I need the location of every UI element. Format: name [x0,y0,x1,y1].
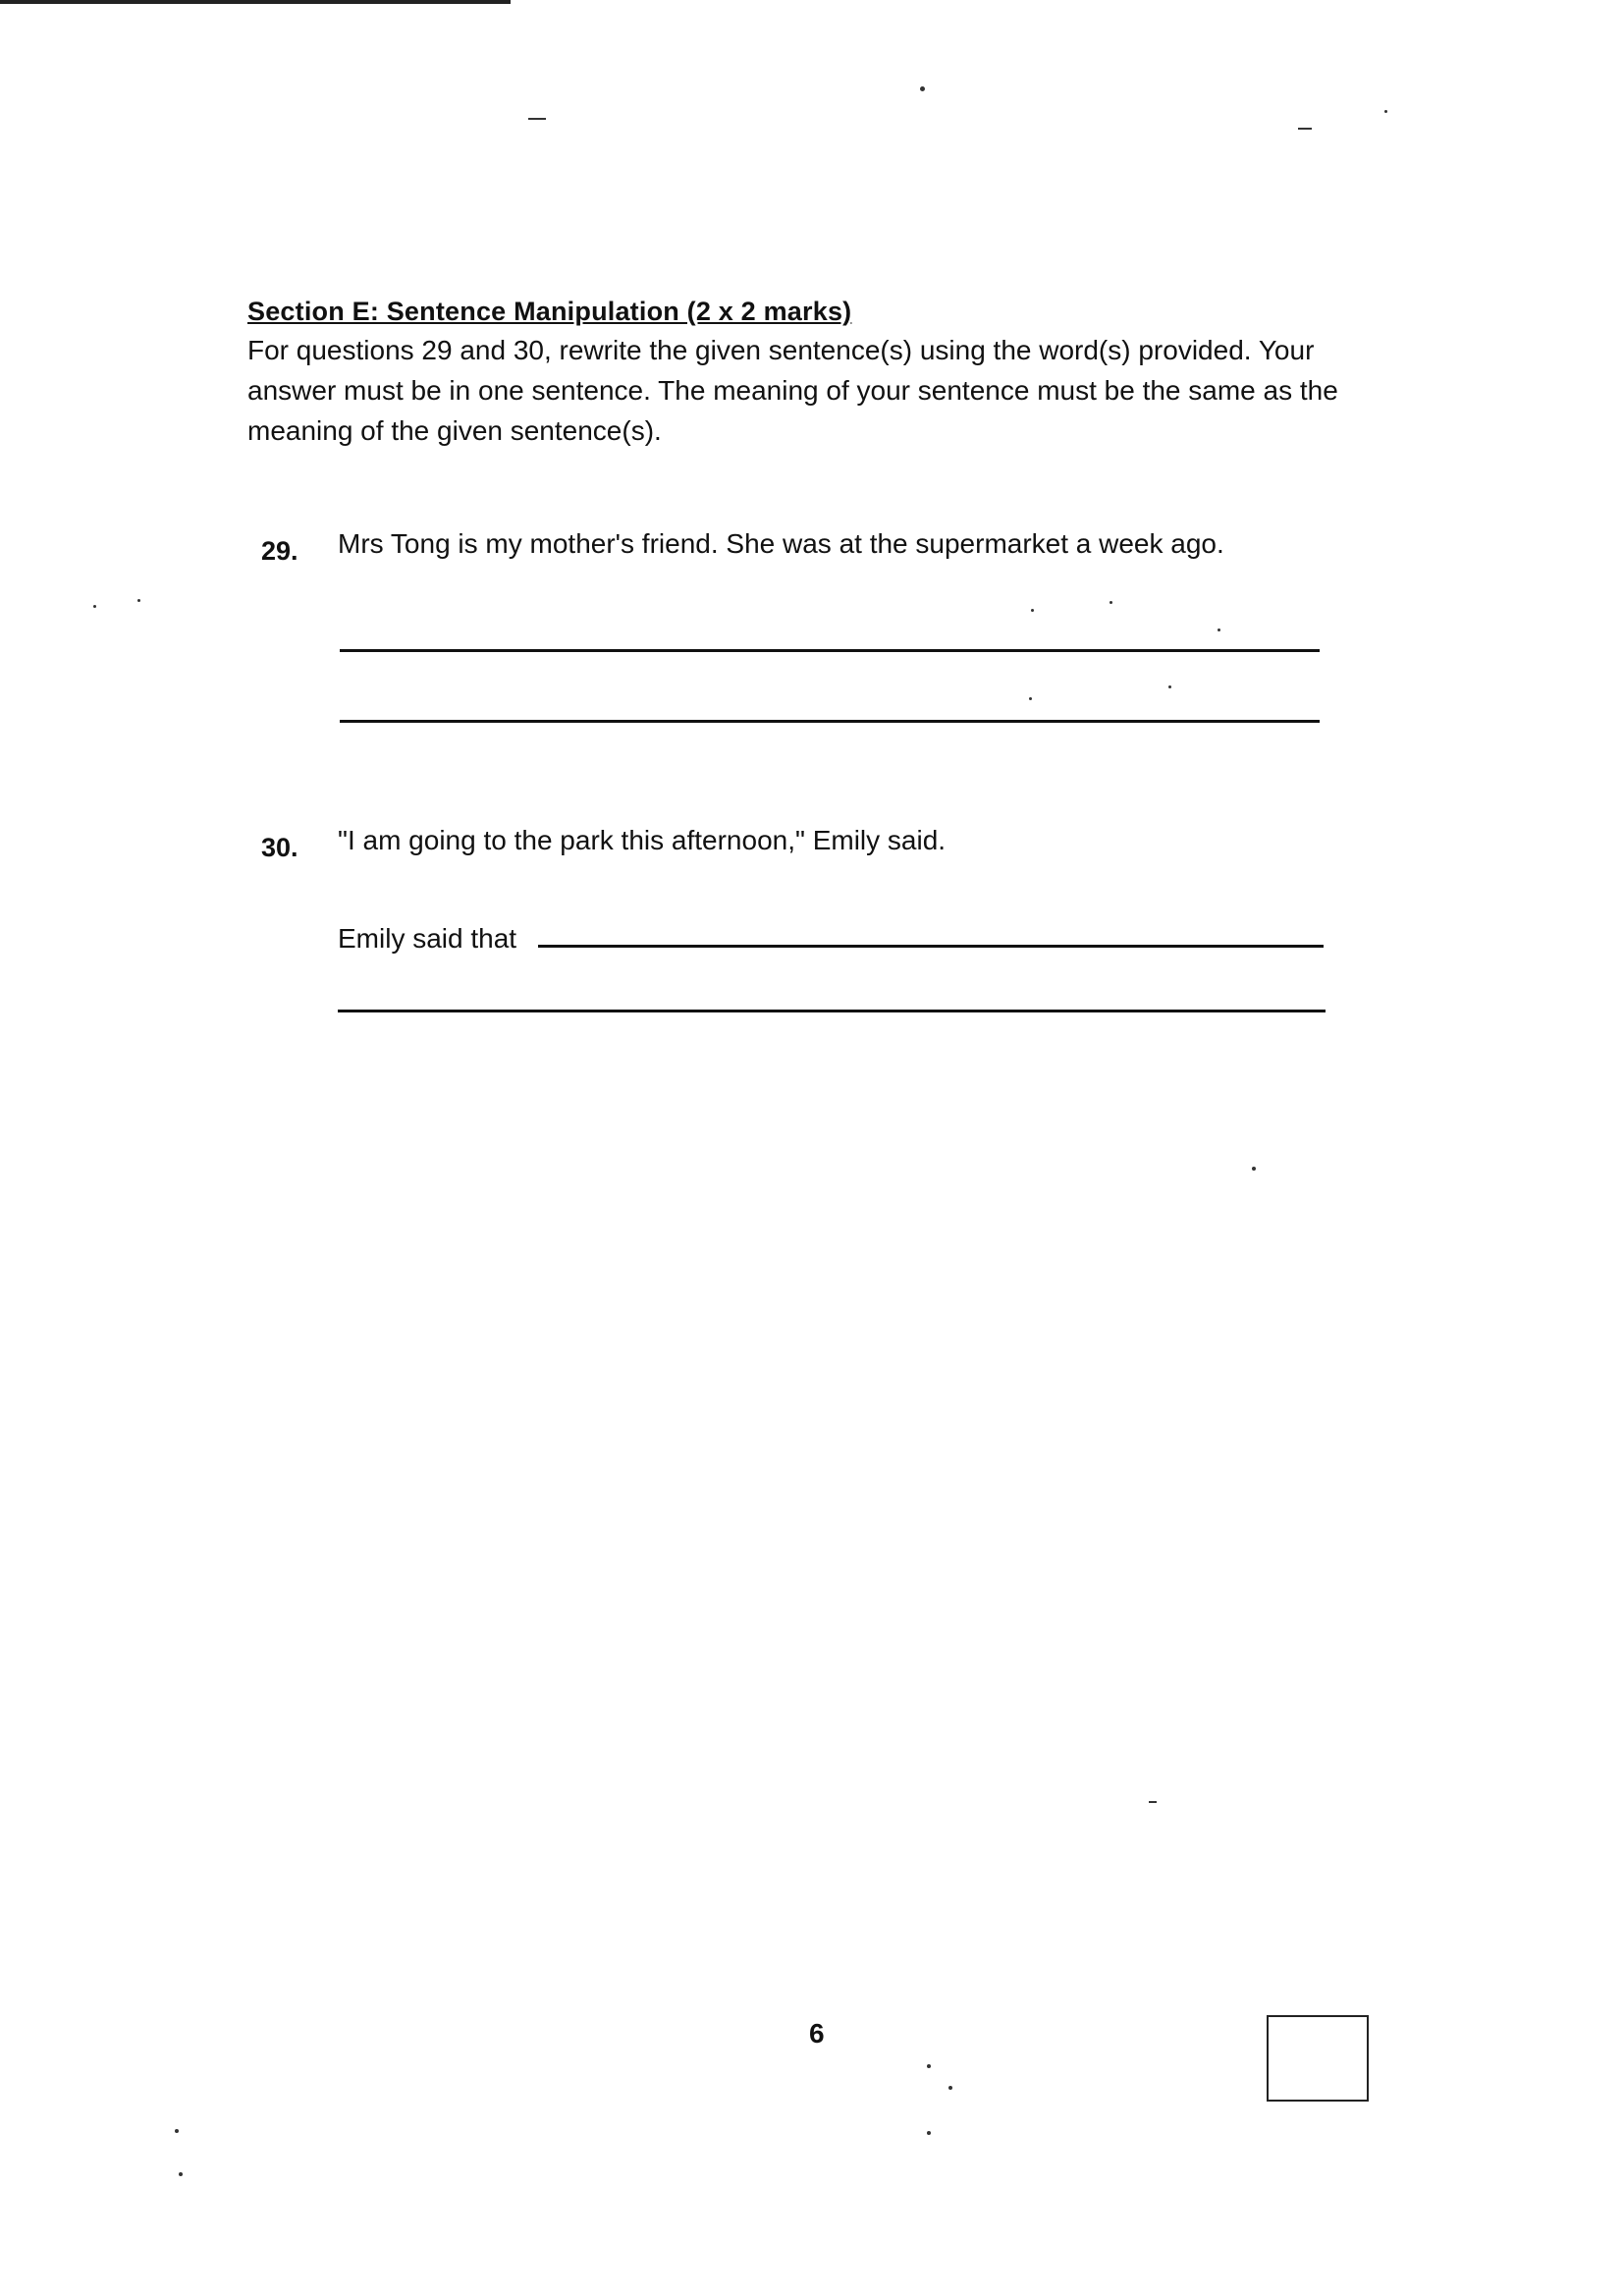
section-title: Section E: Sentence Manipulation (2 x 2 marks) [247,297,852,326]
question-29-text: Mrs Tong is my mother's friend. She was at the supermarket a week ago. [338,528,1224,559]
scan-speck [927,2064,931,2068]
scan-speck [137,599,140,602]
question-30-answer-line-2[interactable] [338,1010,1326,1012]
scan-speck [93,605,96,608]
scan-edge [0,0,511,4]
scan-mark [1149,1801,1157,1803]
scan-speck [175,2129,179,2133]
scan-speck [948,2086,952,2090]
question-30-text: "I am going to the park this afternoon," Emily said. [338,825,947,855]
question-29-answer-line-2[interactable] [340,720,1320,723]
scan-speck [1218,629,1220,631]
question-29-number: 29. [261,536,298,566]
page-number: 6 [809,2018,825,2049]
marks-box[interactable] [1267,2015,1369,2102]
scan-speck [1168,685,1171,688]
scan-speck [1384,110,1387,113]
scan-speck [1029,697,1032,700]
question-30-prompt: Emily said that [338,923,517,954]
scan-speck [1252,1167,1256,1171]
scan-speck [920,86,925,91]
scan-mark [528,118,546,120]
scan-speck [1110,601,1112,604]
question-30-number: 30. [261,833,298,862]
question-30-answer-line-1[interactable] [538,945,1324,948]
section-instructions: For questions 29 and 30, rewrite the given sentence(s) using the word(s) provided. Your answer must be in one sentence. The meaning of your sentence must be the same as the meaning of the given sentence(s). [247,335,1338,446]
scan-speck [927,2131,931,2135]
scan-speck [179,2172,183,2176]
question-29-answer-line-1[interactable] [340,649,1320,652]
scan-speck [1031,609,1034,612]
scan-mark [1298,128,1312,130]
